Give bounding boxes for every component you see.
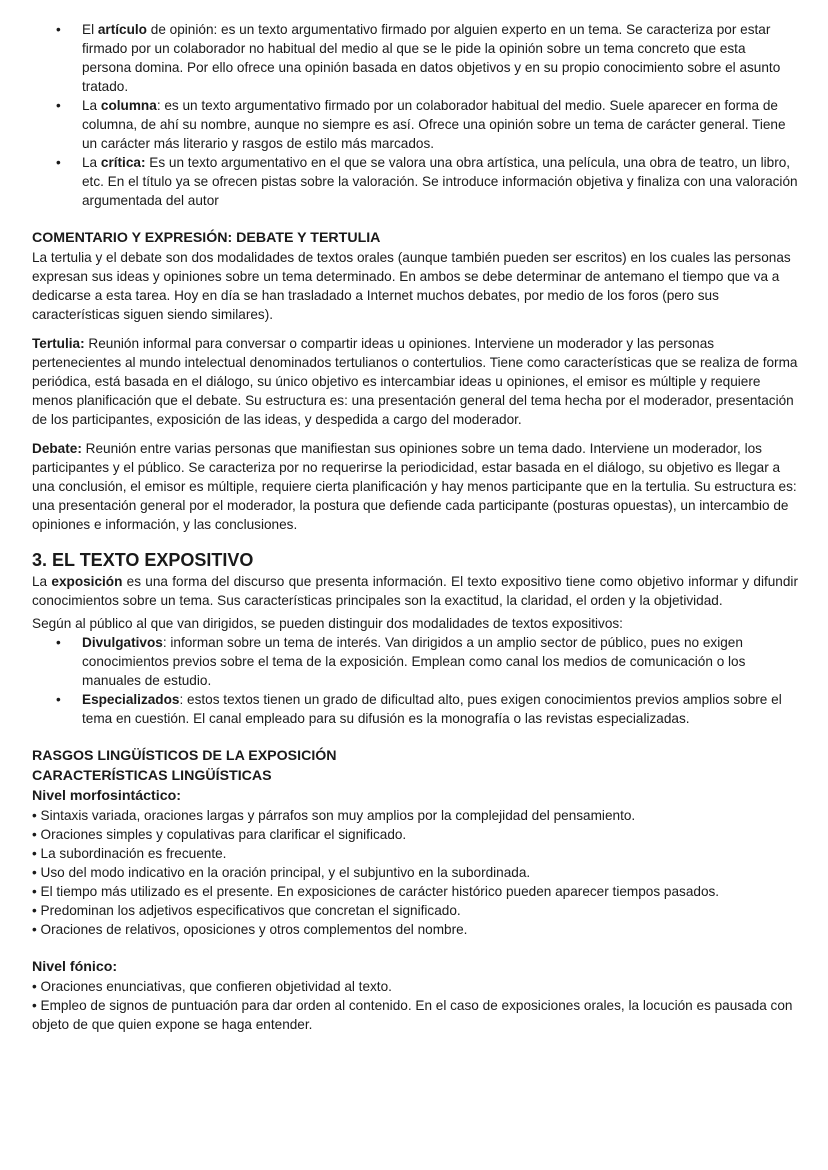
fonico-item: • Empleo de signos de puntuación para dar orden al contenido. En el caso de exposiciones orales, la locución es pausada con objeto de que quien expone se haga entender. xyxy=(32,998,793,1032)
fonico-heading: Nivel fónico: xyxy=(32,959,118,975)
debate-paragraph: Debate: Reunión entre varias personas que manifiestan sus opiniones sobre un tema dado. Interviene un moderador, los participantes y el público. Se caracteriza por no requerirse la periodicidad, estar basada en el diálogo, su objetivo es llegar a una conclusión, el emisor es múltiple, requiere cierta planificación y hay menos participante que en la tertulia. Su estructura es: una presentación general por el moderador, la postura que defiende cada participante (posturas opuestas), un intercambio de opiniones e información, y las conclusiones. xyxy=(32,441,797,532)
morfo-item: • Oraciones simples y copulativas para clarificar el significado. xyxy=(32,827,407,842)
term-critica: crítica: xyxy=(100,155,146,170)
list-item: • La crítica: Es un texto argumentativo en el que se valora una obra artística, una película, una obra de teatro, un libro, etc. En el título ya se ofrecen pistas sobre la valoración. Se introduce información objetiva y finaliza con una valoración argumentada del autor xyxy=(56,155,798,208)
caracteristicas-heading: CARACTERÍSTICAS LINGÜÍSTICAS xyxy=(32,768,272,784)
morfo-item: • Sintaxis variada, oraciones largas y párrafos son muy amplios por la complejidad del pensamiento. xyxy=(32,808,636,823)
list-item: • Divulgativos: informan sobre un tema de interés. Van dirigidos a un amplio sector de público, pues no exigen conocimientos previos sobre el tema de la exposición. Emplean como canal los medios de comunicación o los manuales de estudio. xyxy=(56,635,746,688)
term-debate: Debate: xyxy=(32,441,82,456)
morfo-item: • Oraciones de relativos, oposiciones y otros complementos del nombre. xyxy=(32,922,468,937)
bullet: • xyxy=(56,692,61,707)
morfo-item: • El tiempo más utilizado es el presente. En exposiciones de carácter histórico pueden aparecer tiempos pasados. xyxy=(32,884,720,899)
term-tertulia: Tertulia: xyxy=(32,336,85,351)
morfo-heading: Nivel morfosintáctico: xyxy=(32,788,181,804)
term-exposicion: exposición xyxy=(51,574,123,589)
debate-intro: La tertulia y el debate son dos modalidades de textos orales (aunque también pueden ser escritos) en los cuales las personas expresan sus ideas y opiniones sobre un tema determinado. En ambos se debe determinar de antemano el tiempo que va a dedicarse a esta tarea. Hoy en día se han trasladado a Internet muchos debates, por medio de los foros (pero sus características siguen siendo similares). xyxy=(32,250,791,322)
section-title-expositivo: 3. EL TEXTO EXPOSITIVO xyxy=(32,550,254,570)
term-articulo: artículo xyxy=(97,22,147,37)
term-divulgativos: Divulgativos xyxy=(82,635,163,650)
list-item: • El artículo de opinión: es un texto argumentativo firmado por alguien experto en un tema. Se caracteriza por estar firmado por un colaborador no habitual del medio al que se le pide la opinión sobre un tema concreto que esta persona domina. Por ello ofrece una opinión basada en datos objetivos y en su propio conocimiento sobre el asunto tratado. xyxy=(56,22,781,94)
debate-heading: COMENTARIO Y EXPRESIÓN: DEBATE Y TERTULIA xyxy=(32,230,381,246)
term-especializados: Especializados xyxy=(82,692,180,707)
expositivo-types-list xyxy=(32,633,798,728)
list-item: • La columna: es un texto argumentativo firmado por un colaborador habitual del medio. Suele aparecer en forma de columna, de ahí su nombre, aunque no siempre es así. Ofrece una opinión sobre un tema de carácter general. Tiene un carácter más literario y rasgos de estilo más marcados. xyxy=(56,98,786,151)
expositivo-intro: La exposición es una forma del discurso que presenta información. El texto expositivo tiene como objetivo informar y difundir conocimientos sobre un tema. Sus características principales son la exactitud, la claridad, el orden y la objetividad. xyxy=(32,574,798,608)
segun-paragraph: Según al público al que van dirigidos, se pueden distinguir dos modalidades de textos expositivos: xyxy=(32,616,623,631)
morfo-item: • Uso del modo indicativo en la oración principal, y el subjuntivo en la subordinada. xyxy=(32,865,531,880)
tertulia-paragraph: Tertulia: Reunión informal para conversar o compartir ideas u opiniones. Interviene un moderador y las personas pertenecientes al mundo intelectual denominados tertulianos o contertulios. Tiene como características que se realiza de forma periódica, está basada en el diálogo, su único objetivo es intercambiar ideas u opiniones, el emisor es múltiple y requiere menos planificación que el debate. Su estructura es: una presentación general del tema hecha por el moderador, presentación de los participantes, exposición de las ideas, y despedida a cargo del moderador. xyxy=(32,336,798,427)
rasgos-heading: RASGOS LINGÜÍSTICOS DE LA EXPOSICIÓN xyxy=(32,748,337,764)
morfo-item: • Predominan los adjetivos especificativos que concretan el significado. xyxy=(32,903,461,918)
list-item: • Especializados: estos textos tienen un grado de dificultad alto, pues exigen conocimientos previos amplios sobre el tema en cuestión. El canal empleado para su difusión es la monografía o las revistas especializadas. xyxy=(56,692,782,726)
document-page xyxy=(32,20,798,1034)
bullet: • xyxy=(56,155,61,170)
morfo-item: • La subordinación es frecuente. xyxy=(32,846,227,861)
term-columna: columna xyxy=(100,98,157,113)
fonico-item: • Oraciones enunciativas, que confieren objetividad al texto. xyxy=(32,979,392,994)
opinion-genres-list xyxy=(32,20,798,210)
bullet: • xyxy=(56,635,61,650)
bullet: • xyxy=(56,98,61,113)
bullet: • xyxy=(56,22,61,37)
